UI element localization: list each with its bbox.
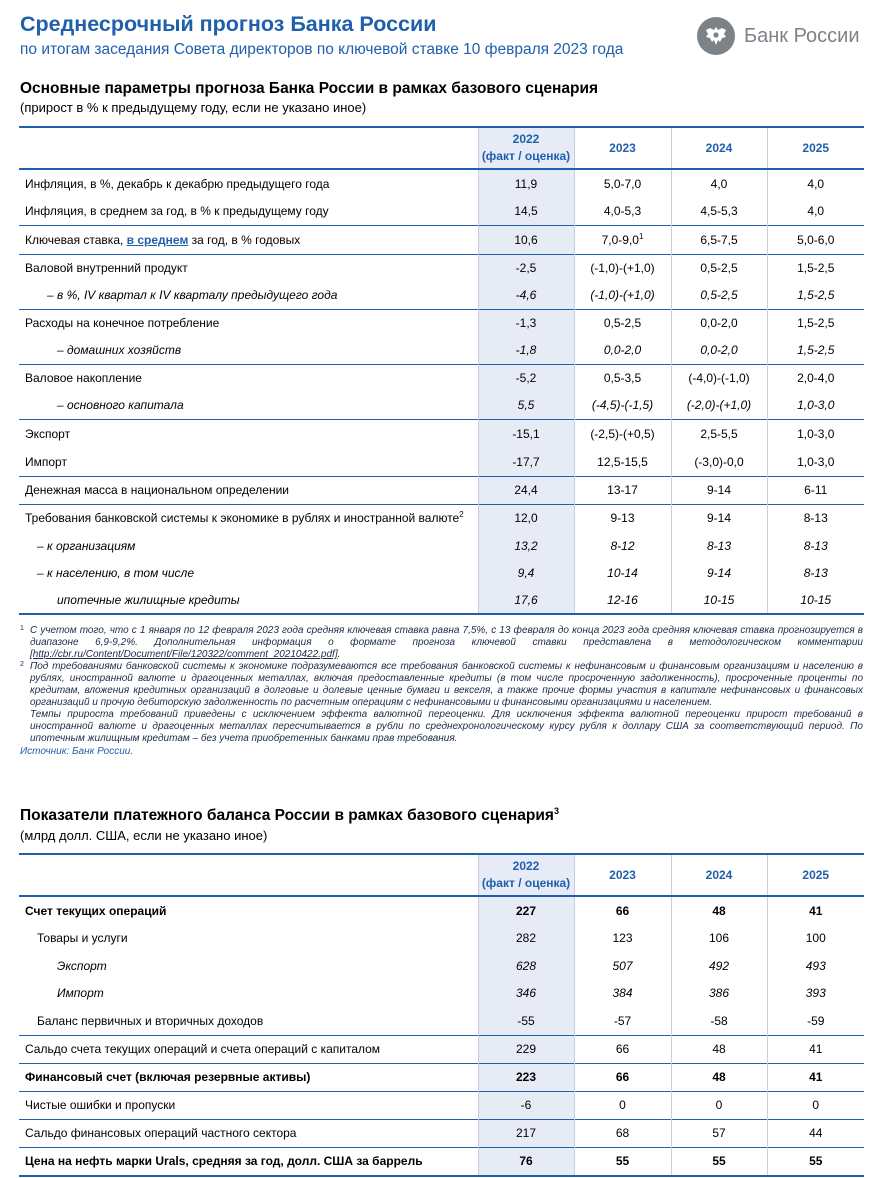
cell-2024: 492 — [671, 952, 767, 979]
row-label: Сальдо счета текущих операций и счета операций с капиталом — [19, 1035, 478, 1063]
footnote-mark: 3 — [553, 805, 559, 816]
cell-2025: 4,0 — [767, 169, 864, 197]
cell-2023: 10-14 — [574, 559, 671, 586]
table-row — [19, 504, 864, 532]
cell-2025: 1,5-2,5 — [767, 309, 864, 337]
footnote-2: 2 Под требованиями банковской системы к экономике подразумеваются все требования банковской системы к нефинансовым и финансовым организациям и населению в рублях, иностранной валюте и драгоценных металлах, включая предоставленные кредиты (в том числе просроченную задолженность), просроченные проценты по кредитам, вложения кредитных организаций в долговые и долевые ценные бумаги и векселя, а также прочие формы участия в капитале нефинансовых и финансовых организаций и прочую дебиторскую задолженность по расчетным операциям с нефинансовыми и финансовыми организациями и населением. — [20, 661, 863, 708]
row-label: – в %, IV квартал к IV кварталу предыдущего года — [47, 288, 338, 303]
cell-2022: 24,4 — [478, 476, 574, 504]
row-label: Требования банковской системы к экономике в рублях и иностранной валюте$^2$ — [19, 504, 478, 532]
cell-2025: 44 — [767, 1119, 864, 1147]
cell-2024: 9-14 — [671, 476, 767, 504]
cell-2023: -57 — [574, 1007, 671, 1035]
cell-2022: -55 — [478, 1007, 574, 1035]
row-label: – домашних хозяйств — [57, 343, 182, 358]
cell-2022: 217 — [478, 1119, 574, 1147]
row-label: Расходы на конечное потребление — [19, 309, 478, 337]
col-header-2025: 2025 — [767, 854, 864, 896]
cell-2025: 55 — [767, 1147, 864, 1176]
cell-2025: 41 — [767, 1063, 864, 1091]
row-label: – к населению, в том числе — [37, 565, 194, 580]
cell-2024: -58 — [671, 1007, 767, 1035]
section2-title: Показатели платежного баланса России в рамках базового сценария$^3$ — [20, 805, 559, 824]
cell-2023: 0,5-2,5 — [574, 309, 671, 337]
row-label: Импорт — [57, 986, 104, 1000]
footnotes — [20, 625, 863, 758]
row-label: – к организациям — [37, 538, 136, 553]
cell-2022: 14,5 — [478, 197, 574, 225]
cell-2022: 13,2 — [478, 532, 574, 559]
cell-2022: -4,6 — [478, 282, 574, 309]
cell-2024: 4,0 — [671, 169, 767, 197]
table-row — [19, 476, 864, 504]
cell-2022: -5,2 — [478, 364, 574, 392]
cell-2023: 55 — [574, 1147, 671, 1176]
cell-2025: 1,5-2,5 — [767, 254, 864, 282]
cell-2025: 1,5-2,5 — [767, 337, 864, 364]
cell-2024: 48 — [671, 1035, 767, 1063]
cell-2022: 9,4 — [478, 559, 574, 586]
brand-name: Банк России — [744, 24, 860, 47]
cell-2025: 0 — [767, 1091, 864, 1119]
cell-2023: 384 — [574, 979, 671, 1007]
table-row — [19, 309, 864, 337]
table-row — [19, 532, 864, 559]
cell-2023: $7,0-9,0^1$ — [574, 225, 671, 254]
cell-2023: 13-17 — [574, 476, 671, 504]
cell-2023: 12-16 — [574, 586, 671, 614]
footnote-mark: 2 — [459, 510, 464, 520]
cell-2023: 66 — [574, 896, 671, 924]
source-note: Источник: Банк России. — [20, 746, 134, 757]
cell-2023: 9-13 — [574, 504, 671, 532]
cell-2023: (-1,0)-(+1,0) — [574, 254, 671, 282]
table-row — [19, 1007, 864, 1035]
footnote-2-continued: Темпы прироста требований приведены с исключением эффекта валютной переоценки. Для исключения эффекта валютной переоценки прирост требований в иностранной валюте и драгоценных металлах пересчитывается в рубли по среднехронологическому курсу рубля к доллару США за соответствующий период. По ипотечным жилищным кредитам – без учета приобретенных банками прав требования. — [30, 709, 863, 744]
cell-2022: 76 — [478, 1147, 574, 1176]
page-subtitle: по итогам заседания Совета директоров по ключевой ставке 10 февраля 2023 года — [20, 41, 624, 58]
row-label: Экспорт — [57, 958, 107, 973]
cell-2022: -15,1 — [478, 419, 574, 448]
row-label: Ключевая ставка, в среднем за год, в % годовых — [19, 225, 478, 254]
cell-2025: 1,0-3,0 — [767, 392, 864, 419]
cell-2024: (-2,0)-(+1,0) — [671, 392, 767, 419]
row-label: Чистые ошибки и пропуски — [19, 1091, 478, 1119]
bank-logo — [697, 17, 860, 55]
cell-2024: 0 — [671, 1091, 767, 1119]
table-row — [19, 169, 864, 197]
cell-2025: 8-13 — [767, 504, 864, 532]
table-row — [19, 197, 864, 225]
table-row — [19, 337, 864, 364]
row-header-blank — [19, 854, 478, 896]
cell-2023: 66 — [574, 1063, 671, 1091]
cell-2022: 227 — [478, 896, 574, 924]
cell-2024: 386 — [671, 979, 767, 1007]
cell-2022: -2,5 — [478, 254, 574, 282]
row-label: – основного капитала — [57, 398, 184, 413]
table-row — [19, 952, 864, 979]
cell-2022: 223 — [478, 1063, 574, 1091]
row-label: Товары и услуги — [37, 931, 128, 945]
cell-2024: 0,0-2,0 — [671, 337, 767, 364]
table-row — [19, 392, 864, 419]
cell-2022: 12,0 — [478, 504, 574, 532]
cell-2023: (-2,5)-(+0,5) — [574, 419, 671, 448]
cell-2025: 493 — [767, 952, 864, 979]
table-row — [19, 1035, 864, 1063]
footnote-1: 1 С учетом того, что с 1 января по 12 февраля 2023 года средняя ключевая ставка равна 7,5%, с 13 февраля до конца 2023 года средняя ключевая ставка прогнозируется в диапазоне 6,9-9,2%. Дополнительная информация о формате прогноза ключевой ставки представлена в методологическом комментарии [http://cbr.ru/Content/Document/File/120322/comment_20210422.pdf]. — [20, 625, 863, 660]
cell-2022: 11,9 — [478, 169, 574, 197]
row-label: Инфляция, в %, декабрь к декабрю предыдущего года — [25, 176, 330, 191]
cell-2022: 628 — [478, 952, 574, 979]
col-header-2023: 2023 — [574, 127, 671, 169]
cell-2024: 106 — [671, 924, 767, 952]
col-header-2023: 2023 — [574, 854, 671, 896]
cell-2022: 346 — [478, 979, 574, 1007]
cell-2025: 393 — [767, 979, 864, 1007]
row-label: ипотечные жилищные кредиты — [19, 586, 478, 614]
table-row — [19, 282, 864, 309]
cell-2025: 1,5-2,5 — [767, 282, 864, 309]
cell-2023: 68 — [574, 1119, 671, 1147]
cell-2023: (-1,0)-(+1,0) — [574, 282, 671, 309]
cell-2022: 10,6 — [478, 225, 574, 254]
balance-of-payments-table — [19, 853, 864, 1177]
cell-2025: 2,0-4,0 — [767, 364, 864, 392]
cell-2022: -6 — [478, 1091, 574, 1119]
cell-2024: 10-15 — [671, 586, 767, 614]
cell-2025: 1,0-3,0 — [767, 419, 864, 448]
cell-2023: 8-12 — [574, 532, 671, 559]
col-header-2024: 2024 — [671, 854, 767, 896]
cell-2022: 17,6 — [478, 586, 574, 614]
table-row — [19, 225, 864, 254]
col-header-2024: 2024 — [671, 127, 767, 169]
section1-subtitle: (прирост в % к предыдущему году, если не указано иное) — [20, 100, 367, 115]
cell-2025: -59 — [767, 1007, 864, 1035]
page-title: Среднесрочный прогноз Банка России — [20, 12, 437, 36]
cell-2024: 2,5-5,5 — [671, 419, 767, 448]
cell-2024: 48 — [671, 896, 767, 924]
cell-2022: -1,8 — [478, 337, 574, 364]
cell-2025: 4,0 — [767, 197, 864, 225]
footnote-mark: 1 — [638, 231, 644, 241]
cell-2023: 123 — [574, 924, 671, 952]
cell-2025: 8-13 — [767, 532, 864, 559]
cell-2023: 507 — [574, 952, 671, 979]
cell-2022: 229 — [478, 1035, 574, 1063]
cell-2023: 5,0-7,0 — [574, 169, 671, 197]
row-label: Импорт — [25, 454, 67, 469]
average-link[interactable]: в среднем — [126, 232, 189, 247]
cell-2024: 9-14 — [671, 504, 767, 532]
cell-2025: 100 — [767, 924, 864, 952]
cell-2025: 6-11 — [767, 476, 864, 504]
row-label: Валовой внутренний продукт — [19, 254, 478, 282]
double-headed-eagle-icon — [697, 17, 735, 55]
table-row — [19, 448, 864, 476]
table-row — [19, 364, 864, 392]
row-label: Цена на нефть марки Urals, средняя за год, долл. США за баррель — [19, 1147, 478, 1176]
forecast-table — [19, 126, 864, 615]
cell-2022: 282 — [478, 924, 574, 952]
table-row — [19, 1091, 864, 1119]
cell-2023: 0 — [574, 1091, 671, 1119]
table-row — [19, 586, 864, 614]
col-header-2022: 2022 (факт / оценка) — [478, 854, 574, 896]
cell-2024: 57 — [671, 1119, 767, 1147]
row-label: Экспорт — [19, 419, 478, 448]
table-row — [19, 1147, 864, 1176]
cell-2024: 0,5-2,5 — [671, 254, 767, 282]
table-row — [19, 254, 864, 282]
cell-2024: (-4,0)-(-1,0) — [671, 364, 767, 392]
row-label: Финансовый счет (включая резервные активы) — [19, 1063, 478, 1091]
cell-2025: 5,0-6,0 — [767, 225, 864, 254]
cell-2025: 41 — [767, 1035, 864, 1063]
col-header-2022: 2022 (факт / оценка) — [478, 127, 574, 169]
table-row — [19, 979, 864, 1007]
table-row — [19, 419, 864, 448]
cell-2025: 41 — [767, 896, 864, 924]
cell-2025: 10-15 — [767, 586, 864, 614]
cell-2024: 48 — [671, 1063, 767, 1091]
table-row — [19, 1119, 864, 1147]
cell-2024: 4,5-5,3 — [671, 197, 767, 225]
cell-2023: (-4,5)-(-1,5) — [574, 392, 671, 419]
table-row — [19, 924, 864, 952]
row-label: Баланс первичных и вторичных доходов — [37, 1013, 264, 1028]
row-label: Инфляция, в среднем за год, в % к предыдущему году — [25, 203, 329, 218]
cell-2023: 0,5-3,5 — [574, 364, 671, 392]
cell-2023: 12,5-15,5 — [574, 448, 671, 476]
cell-2024: 0,5-2,5 — [671, 282, 767, 309]
cell-2024: 8-13 — [671, 532, 767, 559]
cell-2024: 6,5-7,5 — [671, 225, 767, 254]
cell-2024: 9-14 — [671, 559, 767, 586]
cell-2023: 4,0-5,3 — [574, 197, 671, 225]
cell-2023: 66 — [574, 1035, 671, 1063]
table-row — [19, 1063, 864, 1091]
cell-2024: 0,0-2,0 — [671, 309, 767, 337]
row-label: Денежная масса в национальном определении — [19, 476, 478, 504]
cell-2022: -17,7 — [478, 448, 574, 476]
section1-title: Основные параметры прогноза Банка России в рамках базового сценария — [20, 80, 599, 97]
cell-2024: (-3,0)-0,0 — [671, 448, 767, 476]
table-row — [19, 896, 864, 924]
cell-2024: 55 — [671, 1147, 767, 1176]
row-label: Счет текущих операций — [25, 903, 167, 918]
methodology-link[interactable]: [http://cbr.ru/Content/Document/File/120322/comment_20210422.pdf] — [30, 649, 338, 660]
row-label: Валовое накопление — [19, 364, 478, 392]
col-header-2025: 2025 — [767, 127, 864, 169]
row-label: Сальдо финансовых операций частного сектора — [19, 1119, 478, 1147]
table-row — [19, 559, 864, 586]
row-header-blank — [19, 127, 478, 169]
section2-subtitle: (млрд долл. США, если не указано иное) — [20, 828, 268, 843]
cell-2025: 8-13 — [767, 559, 864, 586]
cell-2022: 5,5 — [478, 392, 574, 419]
cell-2022: -1,3 — [478, 309, 574, 337]
cell-2025: 1,0-3,0 — [767, 448, 864, 476]
cell-2023: 0,0-2,0 — [574, 337, 671, 364]
